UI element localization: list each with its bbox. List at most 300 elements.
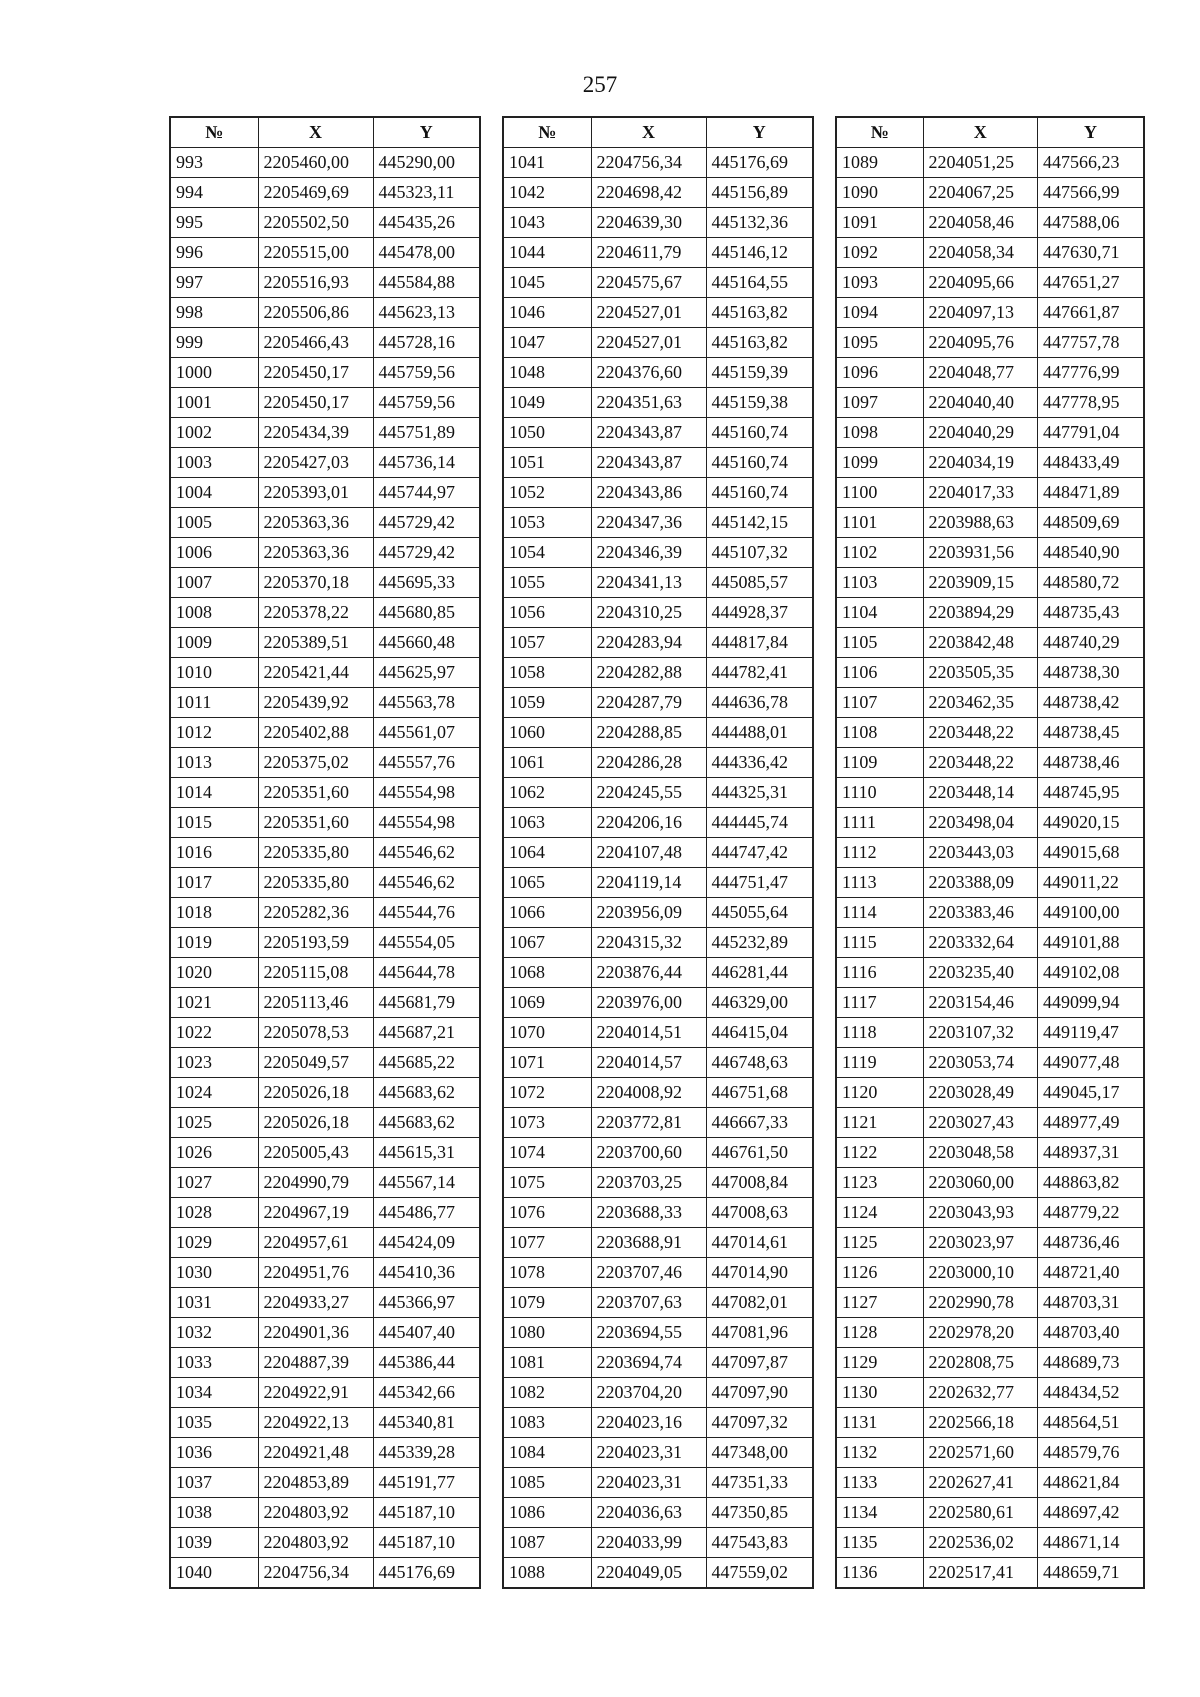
x-coordinate-cell: 2202632,77 <box>923 1378 1037 1408</box>
x-coordinate-cell: 2203000,10 <box>923 1258 1037 1288</box>
point-number-cell: 1029 <box>170 1228 258 1258</box>
point-number-cell: 1001 <box>170 388 258 418</box>
header-number: № <box>836 117 923 148</box>
x-coordinate-cell: 2203107,32 <box>923 1018 1037 1048</box>
x-coordinate-cell: 2203704,20 <box>591 1378 706 1408</box>
x-coordinate-cell: 2203707,46 <box>591 1258 706 1288</box>
point-number-cell: 1023 <box>170 1048 258 1078</box>
table-row <box>170 238 480 268</box>
x-coordinate-cell: 2204033,99 <box>591 1528 706 1558</box>
y-coordinate-cell: 444751,47 <box>706 868 813 898</box>
y-coordinate-cell: 447351,33 <box>706 1468 813 1498</box>
point-number-cell: 998 <box>170 298 258 328</box>
y-coordinate-cell: 445163,82 <box>706 328 813 358</box>
table-row <box>170 298 480 328</box>
point-number-cell: 1065 <box>503 868 591 898</box>
point-number-cell: 1070 <box>503 1018 591 1048</box>
x-coordinate-cell: 2204058,46 <box>923 208 1037 238</box>
point-number-cell: 1013 <box>170 748 258 778</box>
coordinate-table-1 <box>169 116 481 1589</box>
coordinate-table-3 <box>835 116 1145 1589</box>
x-coordinate-cell: 2205375,02 <box>258 748 373 778</box>
x-coordinate-cell: 2205113,46 <box>258 988 373 1018</box>
y-coordinate-cell: 445132,36 <box>706 208 813 238</box>
x-coordinate-cell: 2203694,55 <box>591 1318 706 1348</box>
table-row <box>170 898 480 928</box>
x-coordinate-cell: 2205363,36 <box>258 538 373 568</box>
x-coordinate-cell: 2203235,40 <box>923 958 1037 988</box>
point-number-cell: 1006 <box>170 538 258 568</box>
table-row <box>836 958 1144 988</box>
table-row <box>170 838 480 868</box>
point-number-cell: 1090 <box>836 178 923 208</box>
point-number-cell: 1106 <box>836 658 923 688</box>
table-row <box>836 778 1144 808</box>
table-header-row <box>503 117 813 148</box>
point-number-cell: 1022 <box>170 1018 258 1048</box>
x-coordinate-cell: 2204343,87 <box>591 448 706 478</box>
x-coordinate-cell: 2204310,25 <box>591 598 706 628</box>
x-coordinate-cell: 2203448,22 <box>923 718 1037 748</box>
point-number-cell: 1083 <box>503 1408 591 1438</box>
y-coordinate-cell: 445680,85 <box>373 598 480 628</box>
table-row <box>503 448 813 478</box>
x-coordinate-cell: 2205282,36 <box>258 898 373 928</box>
table-row <box>836 1018 1144 1048</box>
table-header-row <box>170 117 480 148</box>
point-number-cell: 1057 <box>503 628 591 658</box>
x-coordinate-cell: 2204023,31 <box>591 1468 706 1498</box>
point-number-cell: 1020 <box>170 958 258 988</box>
table-row <box>836 298 1144 328</box>
x-coordinate-cell: 2203988,63 <box>923 508 1037 538</box>
x-coordinate-cell: 2205026,18 <box>258 1108 373 1138</box>
x-coordinate-cell: 2203053,74 <box>923 1048 1037 1078</box>
table-row <box>503 328 813 358</box>
header-number: № <box>503 117 591 148</box>
x-coordinate-cell: 2204206,16 <box>591 808 706 838</box>
x-coordinate-cell: 2205450,17 <box>258 388 373 418</box>
y-coordinate-cell: 445342,66 <box>373 1378 480 1408</box>
table-row <box>836 1558 1144 1589</box>
point-number-cell: 1056 <box>503 598 591 628</box>
point-number-cell: 1003 <box>170 448 258 478</box>
point-number-cell: 999 <box>170 328 258 358</box>
header-y: Y <box>373 117 480 148</box>
page-number: 257 <box>582 72 618 97</box>
x-coordinate-cell: 2204023,16 <box>591 1408 706 1438</box>
point-number-cell: 1010 <box>170 658 258 688</box>
table-row <box>503 1168 813 1198</box>
y-coordinate-cell: 445546,62 <box>373 838 480 868</box>
table-row <box>170 778 480 808</box>
x-coordinate-cell: 2204023,31 <box>591 1438 706 1468</box>
y-coordinate-cell: 448977,49 <box>1038 1108 1145 1138</box>
table-row <box>170 1258 480 1288</box>
x-coordinate-cell: 2204803,92 <box>258 1528 373 1558</box>
table-row <box>170 418 480 448</box>
table-row <box>503 898 813 928</box>
point-number-cell: 1103 <box>836 568 923 598</box>
table-row <box>503 838 813 868</box>
point-number-cell: 1048 <box>503 358 591 388</box>
x-coordinate-cell: 2205370,18 <box>258 568 373 598</box>
point-number-cell: 1019 <box>170 928 258 958</box>
point-number-cell: 1105 <box>836 628 923 658</box>
x-coordinate-cell: 2205049,57 <box>258 1048 373 1078</box>
table-row <box>836 268 1144 298</box>
point-number-cell: 1039 <box>170 1528 258 1558</box>
header-x: X <box>258 117 373 148</box>
y-coordinate-cell: 445729,42 <box>373 508 480 538</box>
x-coordinate-cell: 2205469,69 <box>258 178 373 208</box>
y-coordinate-cell: 448738,42 <box>1038 688 1145 718</box>
table-row <box>836 358 1144 388</box>
point-number-cell: 1068 <box>503 958 591 988</box>
x-coordinate-cell: 2203443,03 <box>923 838 1037 868</box>
point-number-cell: 1061 <box>503 748 591 778</box>
table-row <box>503 808 813 838</box>
y-coordinate-cell: 445156,89 <box>706 178 813 208</box>
table-row <box>170 1018 480 1048</box>
y-coordinate-cell: 447588,06 <box>1038 208 1145 238</box>
table-row <box>503 1108 813 1138</box>
y-coordinate-cell: 447776,99 <box>1038 358 1145 388</box>
point-number-cell: 1136 <box>836 1558 923 1589</box>
table-row <box>836 1318 1144 1348</box>
x-coordinate-cell: 2204287,79 <box>591 688 706 718</box>
x-coordinate-cell: 2204343,87 <box>591 418 706 448</box>
x-coordinate-cell: 2203909,15 <box>923 568 1037 598</box>
table-row <box>836 808 1144 838</box>
point-number-cell: 1009 <box>170 628 258 658</box>
x-coordinate-cell: 2203060,00 <box>923 1168 1037 1198</box>
y-coordinate-cell: 445159,39 <box>706 358 813 388</box>
y-coordinate-cell: 445736,14 <box>373 448 480 478</box>
point-number-cell: 1049 <box>503 388 591 418</box>
x-coordinate-cell: 2203694,74 <box>591 1348 706 1378</box>
table-body <box>170 148 480 1589</box>
table-row <box>836 328 1144 358</box>
point-number-cell: 1011 <box>170 688 258 718</box>
y-coordinate-cell: 448703,31 <box>1038 1288 1145 1318</box>
y-coordinate-cell: 449099,94 <box>1038 988 1145 1018</box>
table-row <box>503 1288 813 1318</box>
x-coordinate-cell: 2205026,18 <box>258 1078 373 1108</box>
table-row <box>836 898 1144 928</box>
table-row <box>836 748 1144 778</box>
table-row <box>170 598 480 628</box>
y-coordinate-cell: 446761,50 <box>706 1138 813 1168</box>
y-coordinate-cell: 448736,46 <box>1038 1228 1145 1258</box>
point-number-cell: 1127 <box>836 1288 923 1318</box>
x-coordinate-cell: 2203688,91 <box>591 1228 706 1258</box>
y-coordinate-cell: 445478,00 <box>373 238 480 268</box>
point-number-cell: 1002 <box>170 418 258 448</box>
y-coordinate-cell: 447081,96 <box>706 1318 813 1348</box>
x-coordinate-cell: 2204315,32 <box>591 928 706 958</box>
point-number-cell: 1043 <box>503 208 591 238</box>
x-coordinate-cell: 2204351,63 <box>591 388 706 418</box>
point-number-cell: 1052 <box>503 478 591 508</box>
y-coordinate-cell: 445055,64 <box>706 898 813 928</box>
table-row <box>503 298 813 328</box>
x-coordinate-cell: 2203688,33 <box>591 1198 706 1228</box>
x-coordinate-cell: 2202627,41 <box>923 1468 1037 1498</box>
y-coordinate-cell: 445644,78 <box>373 958 480 988</box>
table-row <box>170 718 480 748</box>
table-row <box>836 988 1144 1018</box>
x-coordinate-cell: 2202536,02 <box>923 1528 1037 1558</box>
x-coordinate-cell: 2204967,19 <box>258 1198 373 1228</box>
y-coordinate-cell: 445435,26 <box>373 208 480 238</box>
point-number-cell: 1027 <box>170 1168 258 1198</box>
point-number-cell: 1088 <box>503 1558 591 1589</box>
x-coordinate-cell: 2203703,25 <box>591 1168 706 1198</box>
x-coordinate-cell: 2205351,60 <box>258 778 373 808</box>
y-coordinate-cell: 445623,13 <box>373 298 480 328</box>
y-coordinate-cell: 445625,97 <box>373 658 480 688</box>
x-coordinate-cell: 2202580,61 <box>923 1498 1037 1528</box>
y-coordinate-cell: 445386,44 <box>373 1348 480 1378</box>
x-coordinate-cell: 2203876,44 <box>591 958 706 988</box>
y-coordinate-cell: 445685,22 <box>373 1048 480 1078</box>
y-coordinate-cell: 445176,69 <box>706 148 813 178</box>
y-coordinate-cell: 449077,48 <box>1038 1048 1145 1078</box>
x-coordinate-cell: 2204097,13 <box>923 298 1037 328</box>
x-coordinate-cell: 2204347,36 <box>591 508 706 538</box>
x-coordinate-cell: 2205393,01 <box>258 478 373 508</box>
x-coordinate-cell: 2204095,76 <box>923 328 1037 358</box>
x-coordinate-cell: 2205351,60 <box>258 808 373 838</box>
x-coordinate-cell: 2203048,58 <box>923 1138 1037 1168</box>
y-coordinate-cell: 445759,56 <box>373 358 480 388</box>
x-coordinate-cell: 2205078,53 <box>258 1018 373 1048</box>
y-coordinate-cell: 445191,77 <box>373 1468 480 1498</box>
table-row <box>836 1288 1144 1318</box>
point-number-cell: 1115 <box>836 928 923 958</box>
y-coordinate-cell: 447566,23 <box>1038 148 1145 178</box>
y-coordinate-cell: 449100,00 <box>1038 898 1145 928</box>
x-coordinate-cell: 2205402,88 <box>258 718 373 748</box>
y-coordinate-cell: 445557,76 <box>373 748 480 778</box>
x-coordinate-cell: 2203498,04 <box>923 808 1037 838</box>
x-coordinate-cell: 2204756,34 <box>258 1558 373 1589</box>
table-row <box>170 1438 480 1468</box>
y-coordinate-cell: 449011,22 <box>1038 868 1145 898</box>
point-number-cell: 1093 <box>836 268 923 298</box>
x-coordinate-cell: 2204922,13 <box>258 1408 373 1438</box>
point-number-cell: 1108 <box>836 718 923 748</box>
x-coordinate-cell: 2204575,67 <box>591 268 706 298</box>
point-number-cell: 1058 <box>503 658 591 688</box>
y-coordinate-cell: 445683,62 <box>373 1108 480 1138</box>
y-coordinate-cell: 445486,77 <box>373 1198 480 1228</box>
y-coordinate-cell: 447008,84 <box>706 1168 813 1198</box>
table-row <box>503 1258 813 1288</box>
point-number-cell: 1042 <box>503 178 591 208</box>
x-coordinate-cell: 2203842,48 <box>923 628 1037 658</box>
y-coordinate-cell: 444928,37 <box>706 598 813 628</box>
table-row <box>503 628 813 658</box>
y-coordinate-cell: 448738,45 <box>1038 718 1145 748</box>
y-coordinate-cell: 448721,40 <box>1038 1258 1145 1288</box>
point-number-cell: 997 <box>170 268 258 298</box>
point-number-cell: 1117 <box>836 988 923 1018</box>
point-number-cell: 1054 <box>503 538 591 568</box>
y-coordinate-cell: 446748,63 <box>706 1048 813 1078</box>
table-row <box>503 1498 813 1528</box>
table-row <box>503 1528 813 1558</box>
table-row <box>836 1378 1144 1408</box>
y-coordinate-cell: 448540,90 <box>1038 538 1145 568</box>
y-coordinate-cell: 446329,00 <box>706 988 813 1018</box>
y-coordinate-cell: 445164,55 <box>706 268 813 298</box>
table-row <box>170 1348 480 1378</box>
table-row <box>170 1108 480 1138</box>
y-coordinate-cell: 445695,33 <box>373 568 480 598</box>
table-row <box>836 508 1144 538</box>
x-coordinate-cell: 2204036,63 <box>591 1498 706 1528</box>
table-row <box>503 178 813 208</box>
point-number-cell: 1129 <box>836 1348 923 1378</box>
header-number: № <box>170 117 258 148</box>
x-coordinate-cell: 2204922,91 <box>258 1378 373 1408</box>
x-coordinate-cell: 2203894,29 <box>923 598 1037 628</box>
point-number-cell: 1015 <box>170 808 258 838</box>
point-number-cell: 1041 <box>503 148 591 178</box>
table-row <box>503 958 813 988</box>
y-coordinate-cell: 445232,89 <box>706 928 813 958</box>
table-row <box>170 478 480 508</box>
table-row <box>836 1228 1144 1258</box>
coordinate-tables <box>169 116 1145 1580</box>
table-row <box>503 238 813 268</box>
x-coordinate-cell: 2204014,51 <box>591 1018 706 1048</box>
y-coordinate-cell: 445407,40 <box>373 1318 480 1348</box>
point-number-cell: 1007 <box>170 568 258 598</box>
x-coordinate-cell: 2204527,01 <box>591 328 706 358</box>
x-coordinate-cell: 2203023,97 <box>923 1228 1037 1258</box>
y-coordinate-cell: 444488,01 <box>706 718 813 748</box>
table-row <box>170 868 480 898</box>
x-coordinate-cell: 2204040,40 <box>923 388 1037 418</box>
table-body <box>503 148 813 1589</box>
point-number-cell: 1077 <box>503 1228 591 1258</box>
x-coordinate-cell: 2204067,25 <box>923 178 1037 208</box>
table-row <box>503 1378 813 1408</box>
x-coordinate-cell: 2204343,86 <box>591 478 706 508</box>
y-coordinate-cell: 445159,38 <box>706 388 813 418</box>
table-row <box>503 1468 813 1498</box>
point-number-cell: 996 <box>170 238 258 268</box>
point-number-cell: 1076 <box>503 1198 591 1228</box>
table-row <box>503 1048 813 1078</box>
y-coordinate-cell: 447791,04 <box>1038 418 1145 448</box>
x-coordinate-cell: 2204611,79 <box>591 238 706 268</box>
table-row <box>836 1108 1144 1138</box>
table-row <box>836 478 1144 508</box>
table-row <box>836 388 1144 418</box>
y-coordinate-cell: 448580,72 <box>1038 568 1145 598</box>
point-number-cell: 1055 <box>503 568 591 598</box>
y-coordinate-cell: 445584,88 <box>373 268 480 298</box>
point-number-cell: 1045 <box>503 268 591 298</box>
point-number-cell: 1053 <box>503 508 591 538</box>
x-coordinate-cell: 2204698,42 <box>591 178 706 208</box>
y-coordinate-cell: 448738,30 <box>1038 658 1145 688</box>
table-row <box>836 1498 1144 1528</box>
table-row <box>503 508 813 538</box>
x-coordinate-cell: 2204341,13 <box>591 568 706 598</box>
table-row <box>503 478 813 508</box>
x-coordinate-cell: 2205421,44 <box>258 658 373 688</box>
x-coordinate-cell: 2204527,01 <box>591 298 706 328</box>
table-row <box>503 778 813 808</box>
table-row <box>170 538 480 568</box>
table-row <box>836 598 1144 628</box>
y-coordinate-cell: 449020,15 <box>1038 808 1145 838</box>
x-coordinate-cell: 2203931,56 <box>923 538 1037 568</box>
y-coordinate-cell: 448703,40 <box>1038 1318 1145 1348</box>
point-number-cell: 1074 <box>503 1138 591 1168</box>
point-number-cell: 1107 <box>836 688 923 718</box>
point-number-cell: 1038 <box>170 1498 258 1528</box>
x-coordinate-cell: 2204095,66 <box>923 268 1037 298</box>
point-number-cell: 1073 <box>503 1108 591 1138</box>
table-row <box>170 748 480 778</box>
y-coordinate-cell: 444325,31 <box>706 778 813 808</box>
x-coordinate-cell: 2202978,20 <box>923 1318 1037 1348</box>
x-coordinate-cell: 2205335,80 <box>258 838 373 868</box>
point-number-cell: 1026 <box>170 1138 258 1168</box>
point-number-cell: 1031 <box>170 1288 258 1318</box>
y-coordinate-cell: 448433,49 <box>1038 448 1145 478</box>
table-row <box>170 1078 480 1108</box>
point-number-cell: 1051 <box>503 448 591 478</box>
y-coordinate-cell: 446667,33 <box>706 1108 813 1138</box>
y-coordinate-cell: 445546,62 <box>373 868 480 898</box>
x-coordinate-cell: 2203027,43 <box>923 1108 1037 1138</box>
point-number-cell: 1004 <box>170 478 258 508</box>
y-coordinate-cell: 447757,78 <box>1038 328 1145 358</box>
y-coordinate-cell: 448471,89 <box>1038 478 1145 508</box>
table-body <box>836 148 1144 1589</box>
point-number-cell: 1101 <box>836 508 923 538</box>
table-row <box>503 928 813 958</box>
y-coordinate-cell: 445728,16 <box>373 328 480 358</box>
y-coordinate-cell: 445323,11 <box>373 178 480 208</box>
table-row <box>503 388 813 418</box>
point-number-cell: 1110 <box>836 778 923 808</box>
x-coordinate-cell: 2202571,60 <box>923 1438 1037 1468</box>
point-number-cell: 1134 <box>836 1498 923 1528</box>
table-row <box>836 148 1144 178</box>
point-number-cell: 1017 <box>170 868 258 898</box>
y-coordinate-cell: 448671,14 <box>1038 1528 1145 1558</box>
y-coordinate-cell: 445163,82 <box>706 298 813 328</box>
y-coordinate-cell: 448434,52 <box>1038 1378 1145 1408</box>
y-coordinate-cell: 445146,12 <box>706 238 813 268</box>
point-number-cell: 1034 <box>170 1378 258 1408</box>
point-number-cell: 1122 <box>836 1138 923 1168</box>
table-row <box>836 658 1144 688</box>
table-row <box>503 1558 813 1589</box>
x-coordinate-cell: 2204014,57 <box>591 1048 706 1078</box>
table-row <box>503 208 813 238</box>
table-row <box>503 1018 813 1048</box>
y-coordinate-cell: 449119,47 <box>1038 1018 1145 1048</box>
